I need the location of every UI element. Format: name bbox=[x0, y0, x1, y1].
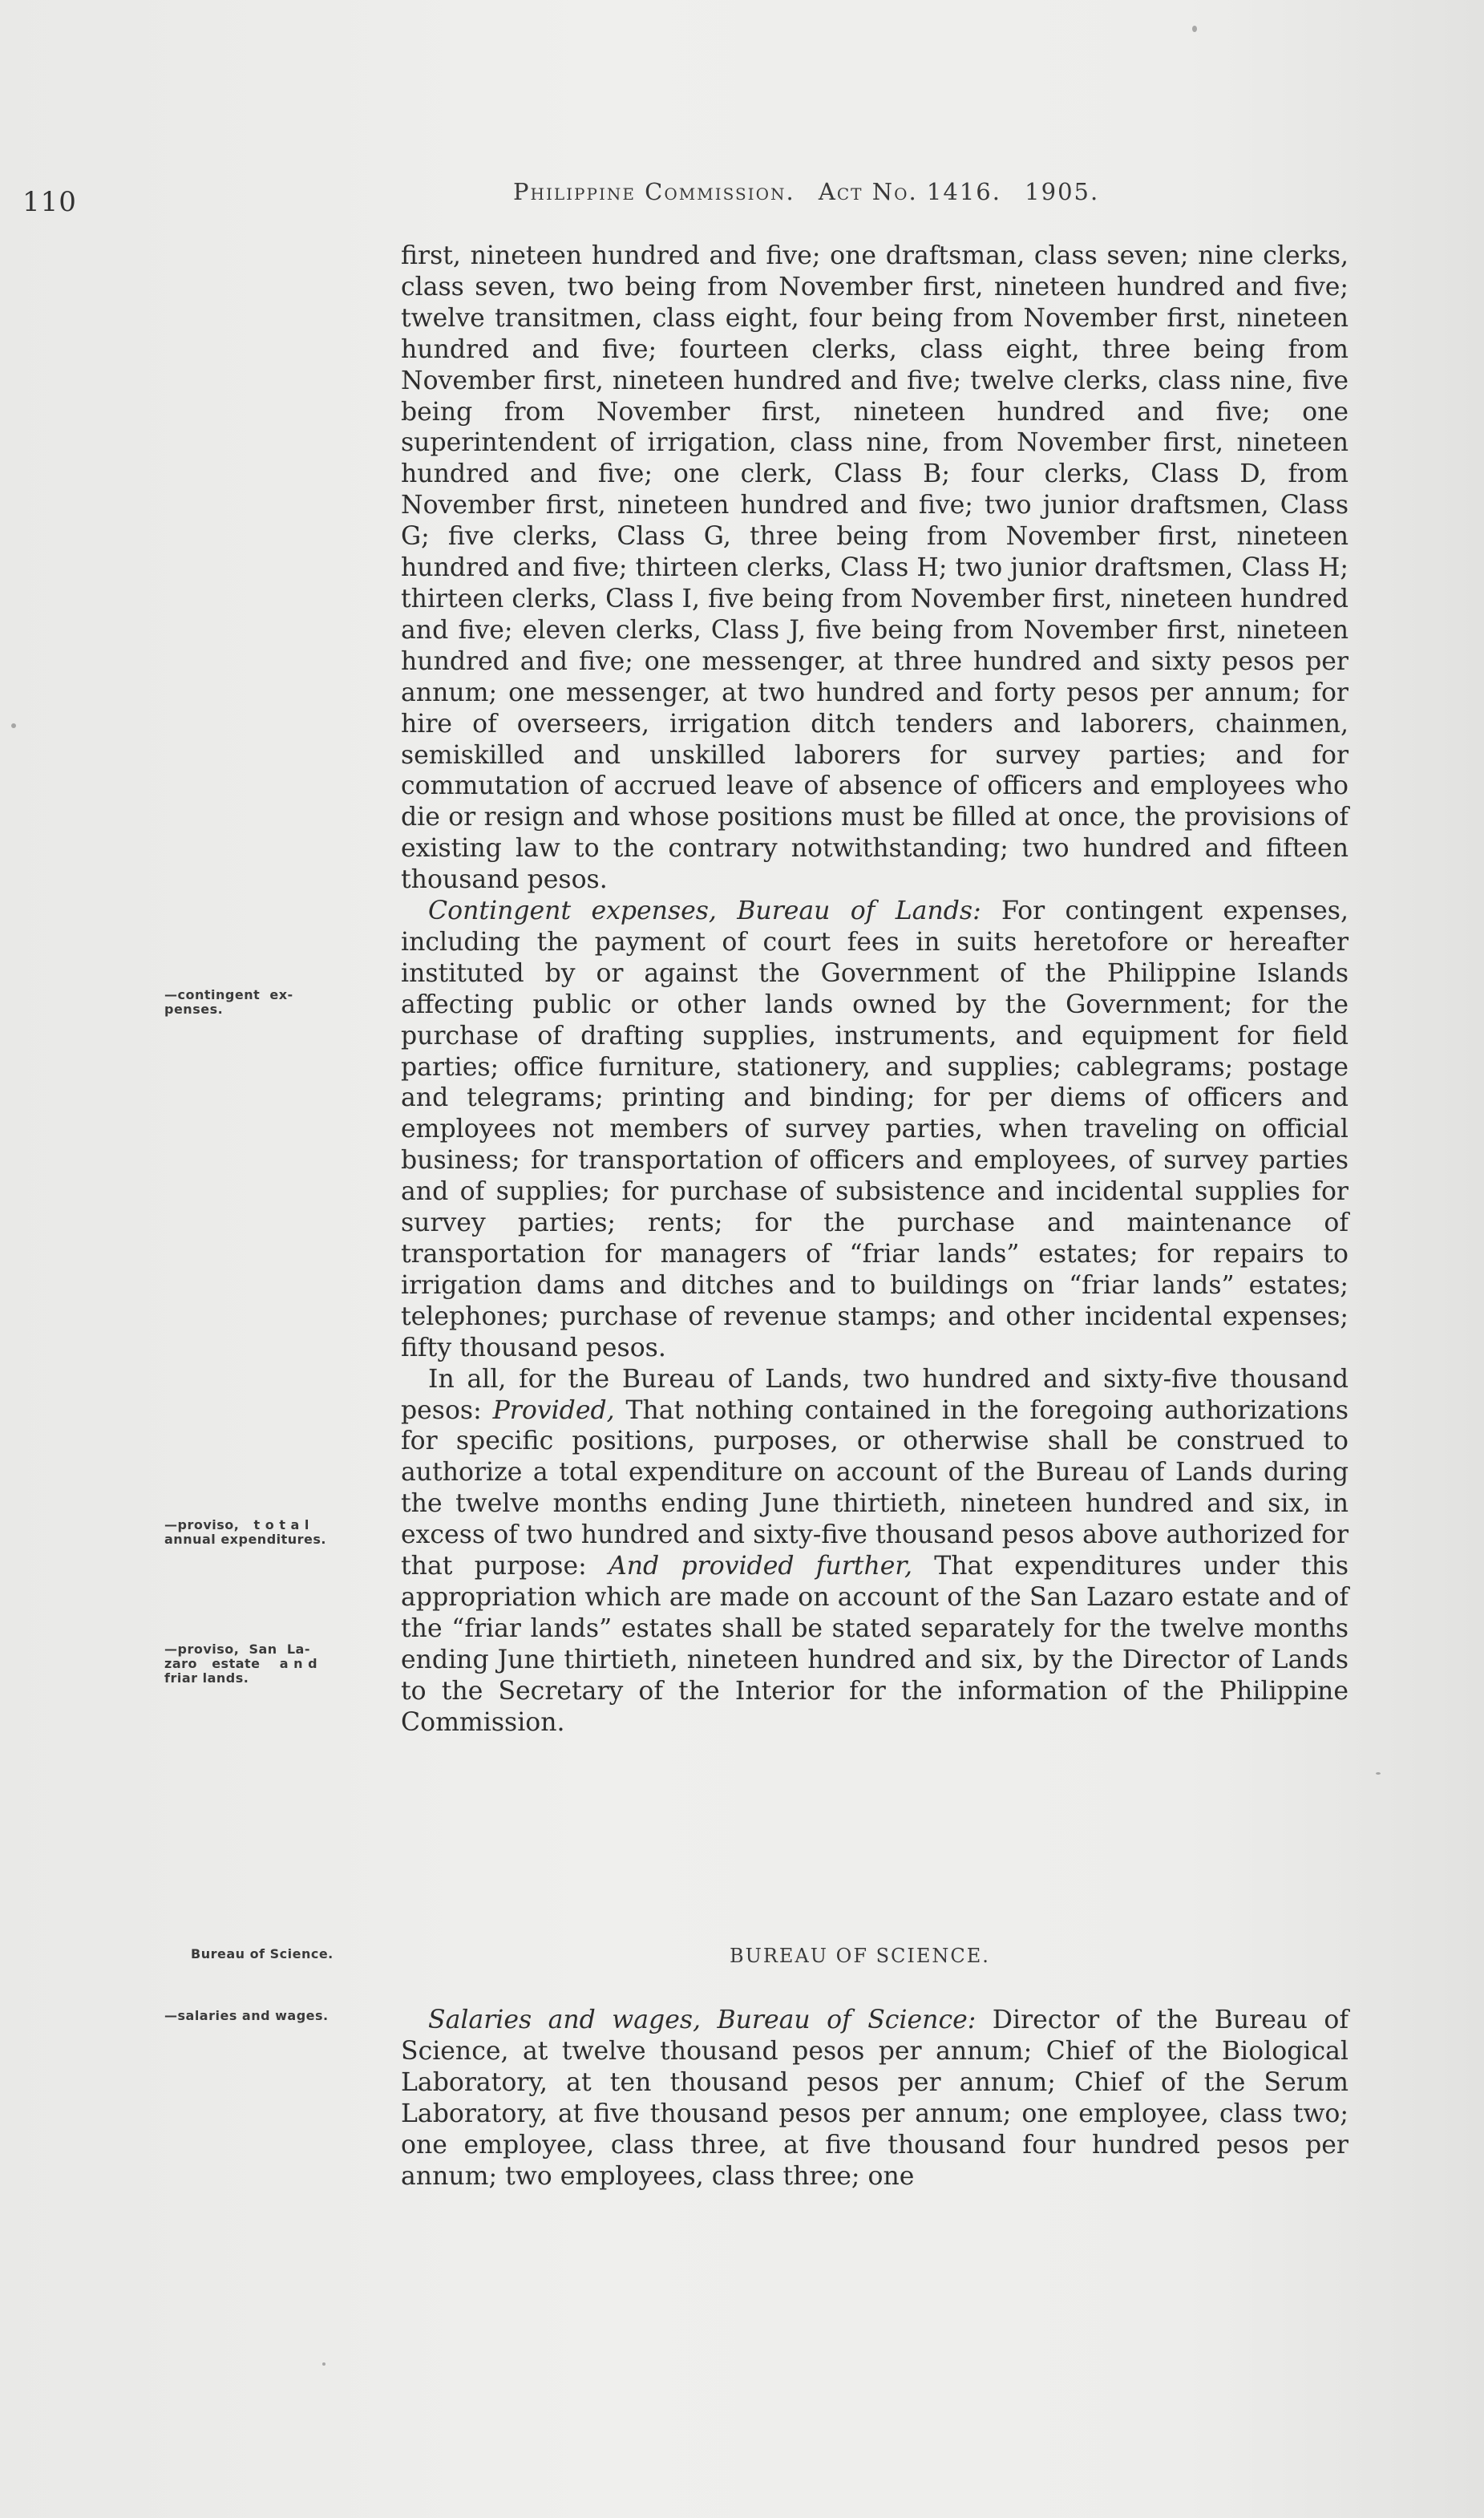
science-salaries-heading: Salaries and wages, Bureau of Science: bbox=[428, 2006, 977, 2034]
margin-note-salaries: —salaries and wages. bbox=[164, 2008, 329, 2023]
in-all-text-a: In all, for the Bureau of Lands, two hundred and sixty-five thousand pesos: bbox=[401, 1364, 1349, 1425]
in-all-text-c: That expenditures under this appropriation which are made on account of the San Lazaro estate and of the “friar lands” estates shall be stated separately for the twelve months ending June thirtieth, nineteen hundred and six, by the Director of Lands to the Secretary of the Interior for the information of the Philippine Commission. bbox=[401, 1552, 1349, 1737]
margin-note-proviso-san-lazaro: —proviso, San La- zaro estate a n d friar lands. bbox=[164, 1642, 318, 1686]
contingent-text: For contingent expenses, including the payment of court fees in suits heretofore or hereafter instituted by or against the Government of the Philippine Islands affecting public or other lands owned by the Government; for the purchase of drafting supplies, instruments, and equipment for field parties; office furniture, stationery, and supplies; cablegrams; postage and telegrams; printing and binding; for per diems of officers and employees not members of survey parties, when traveling on official business; for transportation of officers and employees, of survey parties and of supplies; for purchase of subsistence and incidental supplies for survey parties; rents; for the purchase and maintenance of transportation for managers of “friar lands” estates; for repairs to irrigation dams and ditches and to buildings on “friar lands” estates; telephones; purchase of revenue stamps; and other incidental expenses; fifty thousand pesos. bbox=[401, 897, 1349, 1362]
scan-speck bbox=[1376, 1772, 1381, 1775]
paragraph-salaries-lands: first, nineteen hundred and five; one draftsman, class seven; nine clerks, class seven, two being from November first, nineteen hundred and five; twelve transitmen, class eight, four being from November first, nineteen hundred and five; fourteen clerks, class eight, three being from November first, nineteen hundred and five; twelve clerks, class nine, five being from November first, nineteen hundred and five; one superintendent of irrigation, class nine, from November first, nineteen hundred and five; one clerk, Class B; four clerks, Class D, from November first, nineteen hundred and five; two junior draftsmen, Class G; five clerks, Class G, three being from November first, nineteen hundred and five; thirteen clerks, Class H; two junior draftsmen, Class H; thirteen clerks, Class I, five being from November first, nineteen hundred and five; eleven clerks, Class J, five being from November first, nineteen hundred and five; one messenger, at three hundred and sixty pesos per annum; one messenger, at two hundred and forty pesos per annum; for hire of overseers, irrigation ditch tenders and laborers, chainmen, semiskilled and unskilled laborers for survey parties; and for commutation of accrued leave of absence of officers and employees who die or resign and whose positions must be filled at once, the provisions of existing law to the contrary notwithstanding; two hundred and fifteen thousand pesos. bbox=[401, 241, 1349, 895]
scan-speck bbox=[11, 723, 16, 728]
margin-note-proviso-total: —proviso, t o t a l annual expenditures. bbox=[164, 1517, 327, 1547]
in-all-text-b: That nothing contained in the foregoing authorizations for specific positions, purposes, or otherwise shall be construed to authorize a total expenditure on account of the Bureau of Lands during the twelve months ending June thirtieth, nineteen hundred and six, in excess of two hundred and sixty-five thousand pesos above authorized for that purpose: bbox=[401, 1395, 1349, 1581]
paragraph-science-salaries bbox=[401, 2005, 1349, 2192]
year: 1905. bbox=[1025, 178, 1100, 205]
paragraph-in-all bbox=[401, 1364, 1349, 1739]
act-number: Act No. 1416. bbox=[818, 178, 1001, 205]
scan-speck bbox=[1192, 26, 1197, 32]
body-text bbox=[401, 241, 1349, 1739]
margin-note-bureau-science: Bureau of Science. bbox=[191, 1946, 334, 1961]
scan-speck bbox=[322, 2362, 326, 2366]
provided-italic: Provided, bbox=[492, 1395, 615, 1425]
paragraph-contingent-expenses bbox=[401, 896, 1349, 1364]
margin-note-contingent: —contingent ex- penses. bbox=[164, 987, 293, 1017]
provided-further-italic: And provided further, bbox=[609, 1552, 912, 1581]
page-number: 110 bbox=[22, 186, 77, 218]
contingent-heading: Contingent expenses, Bureau of Lands: bbox=[428, 897, 981, 926]
science-salaries-text: Director of the Bureau of Science, at twelve thousand pesos per annum; Chief of the Biological Laboratory, at ten thousand pesos per annum; Chief of the Serum Laboratory, at five thousand pesos per annum; one employee, class two; one employee, class three, at five thousand four hundred pesos per annum; two employees, class three; one bbox=[401, 2006, 1349, 2191]
running-title: Philippine Commission. bbox=[513, 178, 795, 205]
running-head bbox=[513, 178, 1114, 205]
section-heading: BUREAU OF SCIENCE. bbox=[730, 1945, 990, 1967]
section-body bbox=[401, 2005, 1349, 2192]
